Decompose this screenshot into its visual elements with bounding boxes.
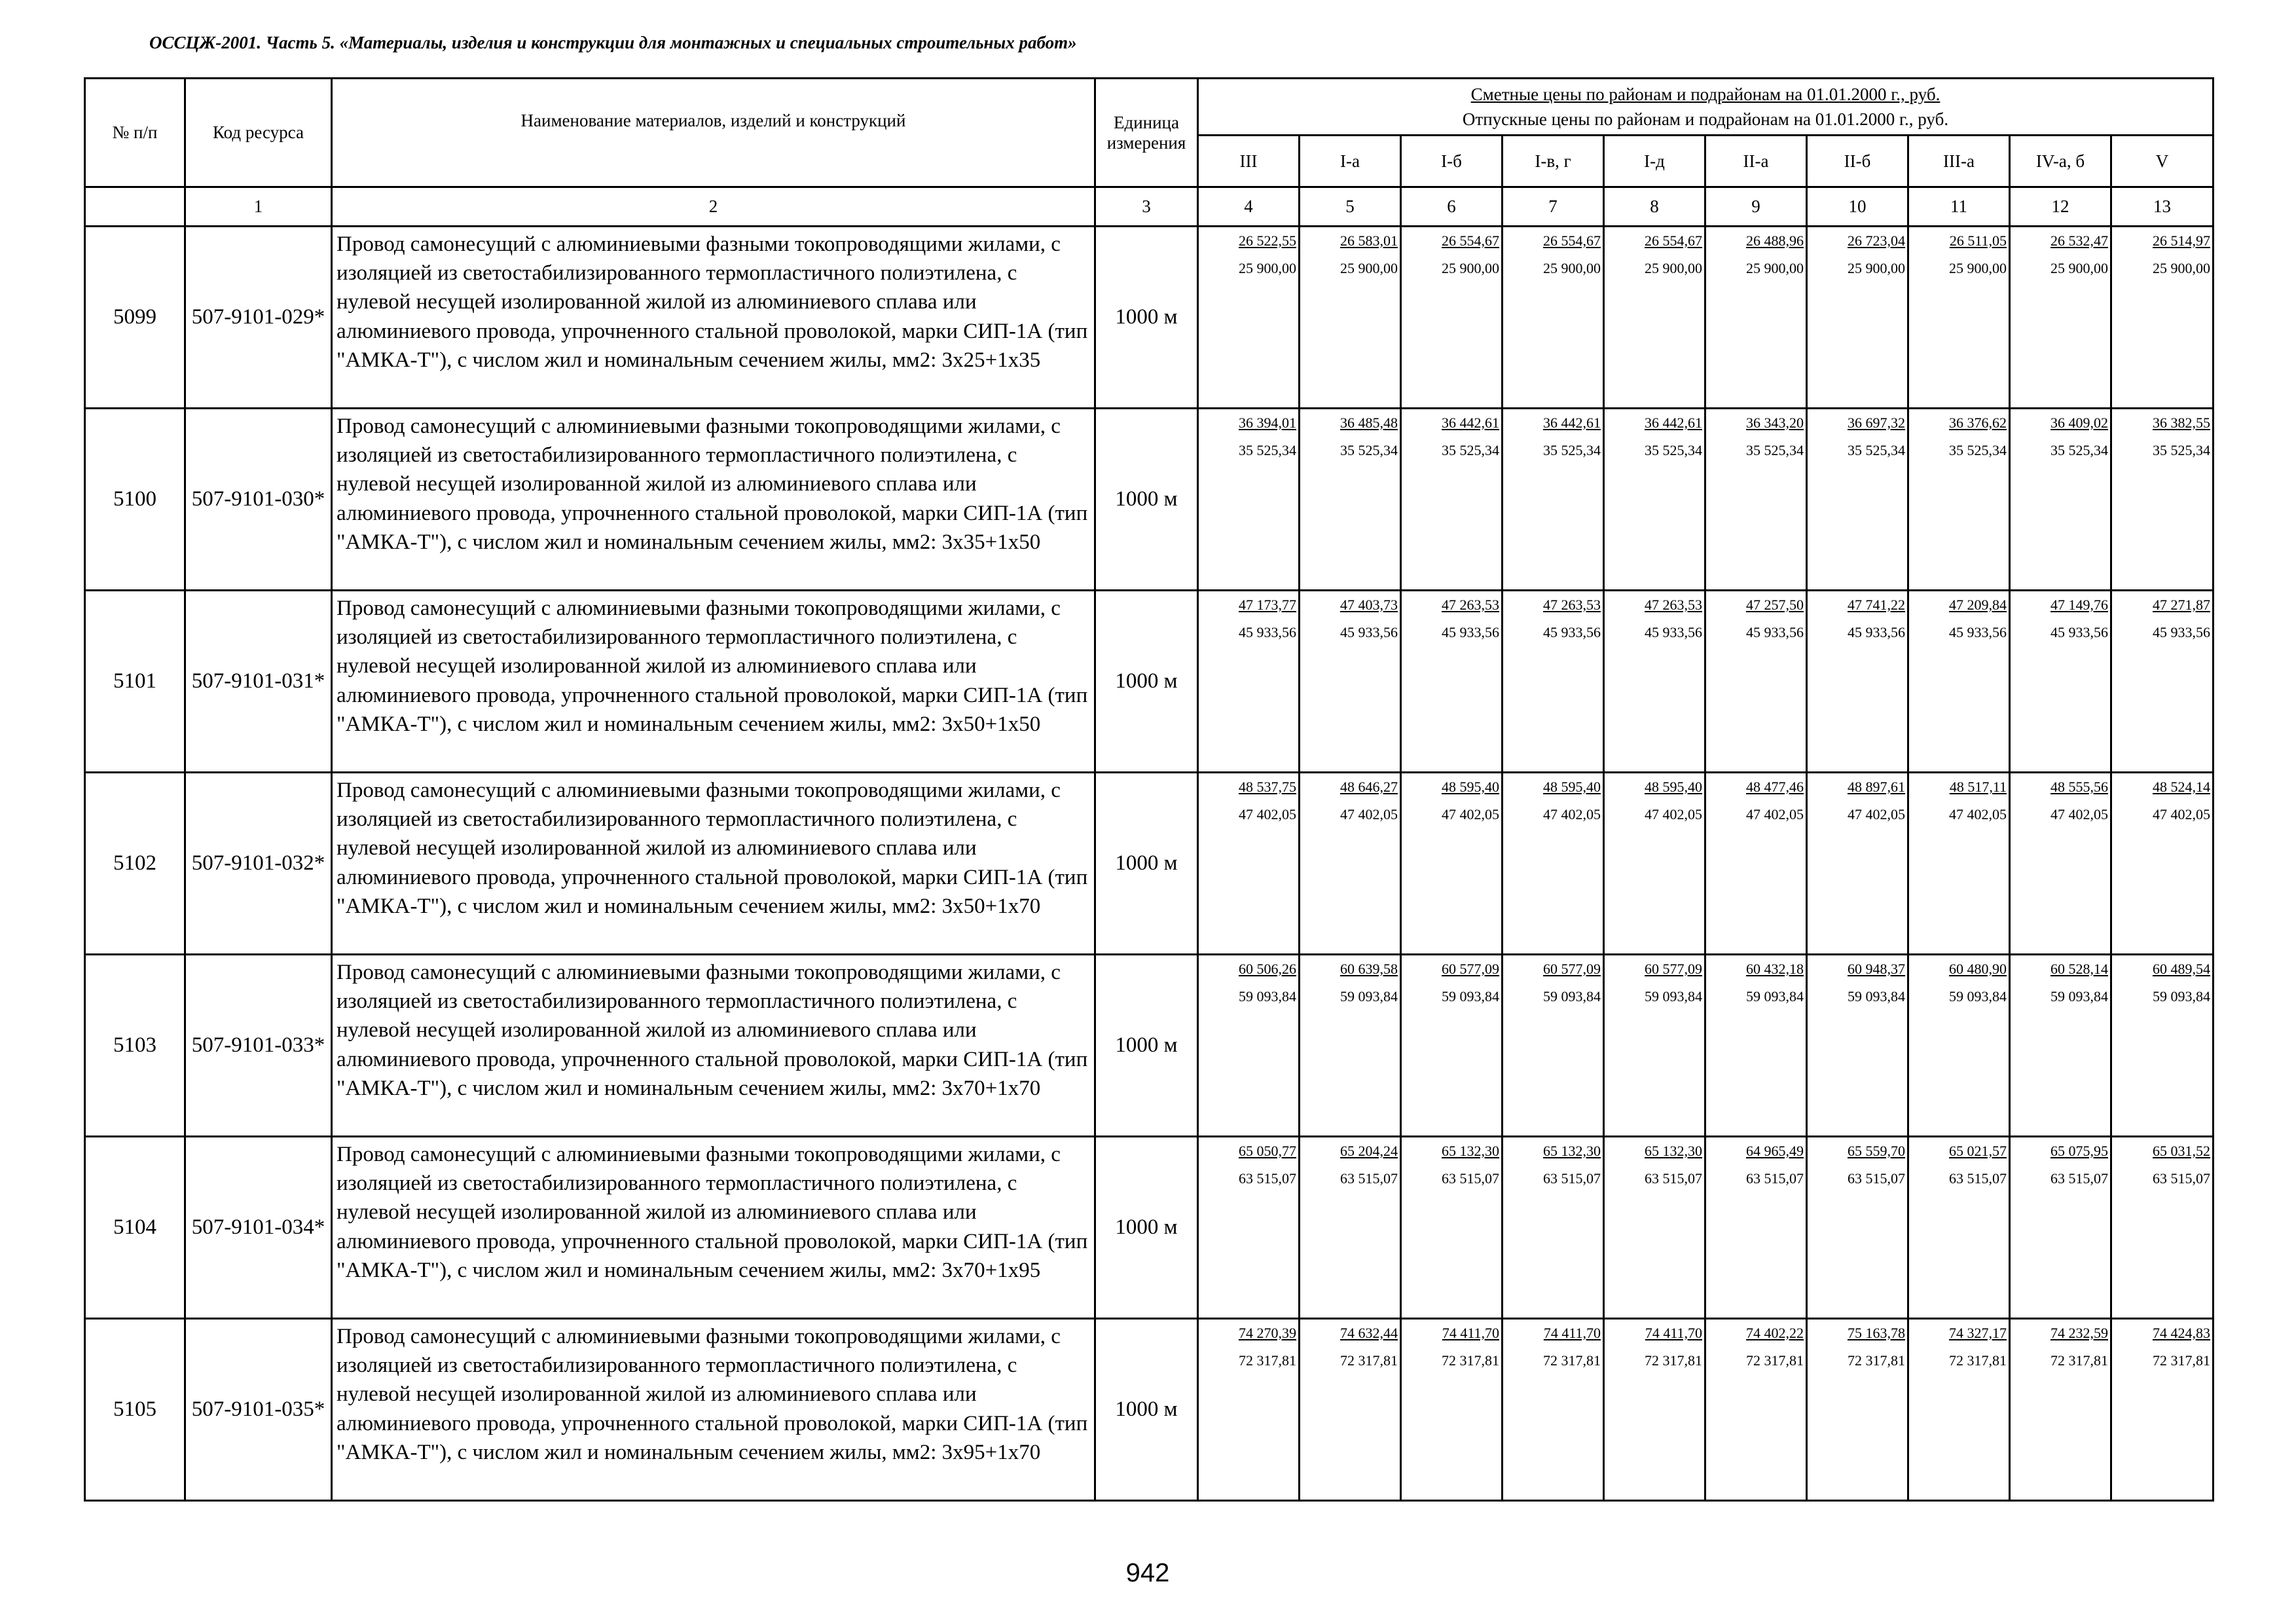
row-number: 5105 — [85, 1319, 185, 1501]
price-cell — [1198, 1137, 1300, 1319]
header-release-prices: Отпускные цены по районам и подрайонам на 01.01.2000 г., руб. — [1462, 109, 1949, 129]
release-price: 47 402,05 — [2050, 806, 2108, 822]
estimate-price: 75 163,78 — [1848, 1325, 1905, 1341]
estimate-price: 48 595,40 — [1645, 779, 1702, 795]
resource-code: 507-9101-034* — [185, 1137, 332, 1319]
release-price: 25 900,00 — [2153, 260, 2210, 276]
price-cell — [1908, 773, 2010, 955]
estimate-price: 60 506,26 — [1239, 961, 1296, 977]
release-price: 47 402,05 — [1340, 806, 1398, 822]
column-number: 10 — [1807, 187, 1908, 227]
price-cell — [1401, 955, 1503, 1137]
resource-code: 507-9101-029* — [185, 227, 332, 409]
running-head: ОССЦЖ-2001. Часть 5. «Материалы, изделия и конструкции для монтажных и специальных строительных работ» — [149, 33, 1077, 52]
price-cell — [1604, 591, 1705, 773]
estimate-price: 47 173,77 — [1239, 597, 1296, 613]
release-price: 35 525,34 — [1746, 442, 1804, 458]
region-header: I-б — [1401, 136, 1503, 187]
release-price: 63 515,07 — [1949, 1170, 2007, 1187]
unit-of-measure: 1000 м — [1095, 1319, 1198, 1501]
estimate-price: 74 270,39 — [1239, 1325, 1296, 1341]
estimate-price: 26 514,97 — [2153, 232, 2210, 249]
column-number-blank — [85, 187, 185, 227]
price-cell — [1705, 955, 1807, 1137]
estimate-price: 47 271,87 — [2153, 597, 2210, 613]
page-number: 942 — [1125, 1559, 1170, 1587]
estimate-price: 60 948,37 — [1848, 961, 1905, 977]
release-price: 72 317,81 — [1746, 1352, 1804, 1369]
release-price: 25 900,00 — [1442, 260, 1499, 276]
region-header: IV-а, б — [2010, 136, 2111, 187]
price-cell — [1300, 227, 1401, 409]
column-number: 4 — [1198, 187, 1300, 227]
price-cell — [1807, 773, 1908, 955]
estimate-price: 65 075,95 — [2050, 1143, 2108, 1159]
price-cell — [1401, 409, 1503, 591]
price-cell — [1198, 409, 1300, 591]
estimate-price: 60 489,54 — [2153, 961, 2210, 977]
estimate-price: 48 517,11 — [1949, 779, 2007, 795]
estimate-price: 65 031,52 — [2153, 1143, 2210, 1159]
estimate-price: 26 554,67 — [1442, 232, 1499, 249]
column-number: 13 — [2111, 187, 2214, 227]
price-cell — [1198, 955, 1300, 1137]
price-cell — [2111, 773, 2214, 955]
price-cell — [1908, 1319, 2010, 1501]
estimate-price: 26 511,05 — [1949, 232, 2007, 249]
release-price: 35 525,34 — [1442, 442, 1499, 458]
price-cell — [1401, 1319, 1503, 1501]
estimate-price: 65 132,30 — [1645, 1143, 1702, 1159]
release-price: 25 900,00 — [2050, 260, 2108, 276]
estimate-price: 48 477,46 — [1746, 779, 1804, 795]
estimate-price: 26 522,55 — [1239, 232, 1296, 249]
material-name: Провод самонесущий с алюминиевыми фазными токопроводящими жилами, с изоляцией из светостабилизированного термопластичного полиэтилена, с нулевой несущей изолированной жилой из алюминиевого сплава или алюминиевого провода, упрочненного стальной проволокой, марки СИП-1А (тип "АМКА-Т"), с числом жил и номинальным сечением жилы, мм2: 3х50+1х50 — [332, 591, 1095, 773]
header-code: Код ресурса — [185, 79, 332, 187]
price-cell — [1807, 1137, 1908, 1319]
estimate-price: 60 480,90 — [1949, 961, 2007, 977]
release-price: 59 093,84 — [1746, 988, 1804, 1005]
release-price: 72 317,81 — [1442, 1352, 1499, 1369]
price-cell — [1908, 955, 2010, 1137]
estimate-price: 74 327,17 — [1949, 1325, 2007, 1341]
row-number: 5104 — [85, 1137, 185, 1319]
estimate-price: 36 485,48 — [1340, 415, 1398, 431]
release-price: 63 515,07 — [1746, 1170, 1804, 1187]
estimate-price: 47 149,76 — [2050, 597, 2108, 613]
price-cell — [2010, 955, 2111, 1137]
price-cell — [1300, 1137, 1401, 1319]
row-number: 5100 — [85, 409, 185, 591]
unit-of-measure: 1000 м — [1095, 591, 1198, 773]
release-price: 35 525,34 — [1340, 442, 1398, 458]
release-price: 63 515,07 — [2050, 1170, 2108, 1187]
table-row — [85, 591, 2214, 773]
release-price: 25 900,00 — [1746, 260, 1804, 276]
release-price: 59 093,84 — [1645, 988, 1702, 1005]
material-name: Провод самонесущий с алюминиевыми фазными токопроводящими жилами, с изоляцией из светостабилизированного термопластичного полиэтилена, с нулевой несущей изолированной жилой из алюминиевого сплава или алюминиевого провода, упрочненного стальной проволокой, марки СИП-1А (тип "АМКА-Т"), с числом жил и номинальным сечением жилы, мм2: 3х25+1х35 — [332, 227, 1095, 409]
price-cell — [1198, 591, 1300, 773]
price-cell — [2010, 1137, 2111, 1319]
unit-of-measure: 1000 м — [1095, 409, 1198, 591]
estimate-price: 74 411,70 — [1442, 1325, 1499, 1341]
unit-of-measure: 1000 м — [1095, 227, 1198, 409]
estimate-price: 36 442,61 — [1645, 415, 1702, 431]
header-num: № п/п — [85, 79, 185, 187]
price-cell — [1300, 409, 1401, 591]
estimate-price: 65 050,77 — [1239, 1143, 1296, 1159]
column-number: 8 — [1604, 187, 1705, 227]
price-cell — [1300, 591, 1401, 773]
estimate-price: 60 639,58 — [1340, 961, 1398, 977]
price-cell — [2010, 773, 2111, 955]
estimate-price: 26 532,47 — [2050, 232, 2108, 249]
estimate-price: 47 263,53 — [1645, 597, 1702, 613]
price-cell — [1604, 1319, 1705, 1501]
price-cell — [1198, 773, 1300, 955]
estimate-price: 74 411,70 — [1645, 1325, 1702, 1341]
estimate-price: 47 257,50 — [1746, 597, 1804, 613]
estimate-price: 47 741,22 — [1848, 597, 1905, 613]
estimate-price: 36 409,02 — [2050, 415, 2108, 431]
unit-of-measure: 1000 м — [1095, 773, 1198, 955]
price-cell — [1401, 773, 1503, 955]
release-price: 35 525,34 — [1645, 442, 1702, 458]
region-header: III — [1198, 136, 1300, 187]
region-header: I-в, г — [1503, 136, 1604, 187]
release-price: 59 093,84 — [1239, 988, 1296, 1005]
table-row — [85, 409, 2214, 591]
release-price: 47 402,05 — [1746, 806, 1804, 822]
release-price: 59 093,84 — [2153, 988, 2210, 1005]
estimate-price: 74 232,59 — [2050, 1325, 2108, 1341]
column-number: 11 — [1908, 187, 2010, 227]
release-price: 59 093,84 — [1543, 988, 1601, 1005]
price-cell — [2111, 955, 2214, 1137]
price-cell — [1300, 1319, 1401, 1501]
price-cell — [1198, 1319, 1300, 1501]
column-number: 9 — [1705, 187, 1807, 227]
estimate-price: 47 263,53 — [1543, 597, 1601, 613]
price-cell — [1503, 773, 1604, 955]
estimate-price: 36 343,20 — [1746, 415, 1804, 431]
material-name: Провод самонесущий с алюминиевыми фазными токопроводящими жилами, с изоляцией из светостабилизированного термопластичного полиэтилена, с нулевой несущей изолированной жилой из алюминиевого сплава или алюминиевого провода, упрочненного стальной проволокой, марки СИП-1А (тип "АМКА-Т"), с числом жил и номинальным сечением жилы, мм2: 3х50+1х70 — [332, 773, 1095, 955]
row-number: 5103 — [85, 955, 185, 1137]
price-cell — [2111, 591, 2214, 773]
material-name: Провод самонесущий с алюминиевыми фазными токопроводящими жилами, с изоляцией из светостабилизированного термопластичного полиэтилена, с нулевой несущей изолированной жилой из алюминиевого сплава или алюминиевого провода, упрочненного стальной проволокой, марки СИП-1А (тип "АМКА-Т"), с числом жил и номинальным сечением жилы, мм2: 3х70+1х95 — [332, 1137, 1095, 1319]
header-unit: Единица измерения — [1095, 79, 1198, 187]
release-price: 25 900,00 — [1340, 260, 1398, 276]
release-price: 47 402,05 — [2153, 806, 2210, 822]
column-number: 3 — [1095, 187, 1198, 227]
price-table — [84, 77, 2214, 1502]
estimate-price: 65 132,30 — [1543, 1143, 1601, 1159]
table-row — [85, 773, 2214, 955]
price-cell — [1908, 227, 2010, 409]
price-cell — [1604, 773, 1705, 955]
estimate-price: 60 528,14 — [2050, 961, 2108, 977]
price-cell — [1503, 227, 1604, 409]
release-price: 72 317,81 — [1239, 1352, 1296, 1369]
column-number: 2 — [332, 187, 1095, 227]
price-cell — [1401, 1137, 1503, 1319]
release-price: 47 402,05 — [1848, 806, 1905, 822]
release-price: 72 317,81 — [1848, 1352, 1905, 1369]
estimate-price: 60 577,09 — [1442, 961, 1499, 977]
column-number: 6 — [1401, 187, 1503, 227]
price-cell — [2111, 1137, 2214, 1319]
price-cell — [1908, 1137, 2010, 1319]
price-cell — [1604, 227, 1705, 409]
estimate-price: 36 442,61 — [1543, 415, 1601, 431]
price-cell — [1300, 773, 1401, 955]
price-cell — [1604, 1137, 1705, 1319]
estimate-price: 74 411,70 — [1543, 1325, 1601, 1341]
estimate-price: 48 537,75 — [1239, 779, 1296, 795]
release-price: 59 093,84 — [1340, 988, 1398, 1005]
release-price: 63 515,07 — [2153, 1170, 2210, 1187]
price-cell — [1705, 773, 1807, 955]
row-number: 5099 — [85, 227, 185, 409]
price-cell — [1503, 1319, 1604, 1501]
release-price: 63 515,07 — [1340, 1170, 1398, 1187]
release-price: 25 900,00 — [1645, 260, 1702, 276]
estimate-price: 36 382,55 — [2153, 415, 2210, 431]
release-price: 45 933,56 — [1848, 624, 1905, 640]
price-cell — [2010, 1319, 2111, 1501]
price-cell — [1503, 955, 1604, 1137]
region-header: III-а — [1908, 136, 2010, 187]
estimate-price: 65 559,70 — [1848, 1143, 1905, 1159]
table-row — [85, 1137, 2214, 1319]
price-cell — [1807, 409, 1908, 591]
material-name: Провод самонесущий с алюминиевыми фазными токопроводящими жилами, с изоляцией из светостабилизированного термопластичного полиэтилена, с нулевой несущей изолированной жилой из алюминиевого сплава или алюминиевого провода, упрочненного стальной проволокой, марки СИП-1А (тип "АМКА-Т"), с числом жил и номинальным сечением жилы, мм2: 3х95+1х70 — [332, 1319, 1095, 1501]
table-row — [85, 1319, 2214, 1501]
unit-of-measure: 1000 м — [1095, 955, 1198, 1137]
resource-code: 507-9101-031* — [185, 591, 332, 773]
release-price: 45 933,56 — [1543, 624, 1601, 640]
estimate-price: 26 488,96 — [1746, 232, 1804, 249]
price-cell — [1908, 409, 2010, 591]
release-price: 72 317,81 — [1543, 1352, 1601, 1369]
material-name: Провод самонесущий с алюминиевыми фазными токопроводящими жилами, с изоляцией из светостабилизированного термопластичного полиэтилена, с нулевой несущей изолированной жилой из алюминиевого сплава или алюминиевого провода, упрочненного стальной проволокой, марки СИП-1А (тип "АМКА-Т"), с числом жил и номинальным сечением жилы, мм2: 3х70+1х70 — [332, 955, 1095, 1137]
price-cell — [1503, 409, 1604, 591]
price-cell — [1705, 227, 1807, 409]
release-price: 72 317,81 — [1340, 1352, 1398, 1369]
material-name: Провод самонесущий с алюминиевыми фазными токопроводящими жилами, с изоляцией из светостабилизированного термопластичного полиэтилена, с нулевой несущей изолированной жилой из алюминиевого сплава или алюминиевого провода, упрочненного стальной проволокой, марки СИП-1А (тип "АМКА-Т"), с числом жил и номинальным сечением жилы, мм2: 3х35+1х50 — [332, 409, 1095, 591]
release-price: 25 900,00 — [1949, 260, 2007, 276]
column-number: 1 — [185, 187, 332, 227]
row-number: 5101 — [85, 591, 185, 773]
estimate-price: 47 209,84 — [1949, 597, 2007, 613]
release-price: 59 093,84 — [1949, 988, 2007, 1005]
price-cell — [2111, 409, 2214, 591]
release-price: 59 093,84 — [1442, 988, 1499, 1005]
price-cell — [2111, 227, 2214, 409]
release-price: 72 317,81 — [2050, 1352, 2108, 1369]
release-price: 59 093,84 — [2050, 988, 2108, 1005]
release-price: 45 933,56 — [1340, 624, 1398, 640]
estimate-price: 60 432,18 — [1746, 961, 1804, 977]
price-cell — [1807, 955, 1908, 1137]
region-header: I-д — [1604, 136, 1705, 187]
price-cell — [1198, 227, 1300, 409]
table-row — [85, 955, 2214, 1137]
price-cell — [1807, 227, 1908, 409]
resource-code: 507-9101-030* — [185, 409, 332, 591]
estimate-price: 26 554,67 — [1543, 232, 1601, 249]
release-price: 47 402,05 — [1543, 806, 1601, 822]
release-price: 63 515,07 — [1848, 1170, 1905, 1187]
release-price: 35 525,34 — [2153, 442, 2210, 458]
price-cell — [2010, 591, 2111, 773]
estimate-price: 47 263,53 — [1442, 597, 1499, 613]
release-price: 35 525,34 — [1543, 442, 1601, 458]
release-price: 45 933,56 — [2153, 624, 2210, 640]
estimate-price: 48 595,40 — [1442, 779, 1499, 795]
resource-code: 507-9101-033* — [185, 955, 332, 1137]
release-price: 63 515,07 — [1645, 1170, 1702, 1187]
unit-of-measure: 1000 м — [1095, 1137, 1198, 1319]
region-header: V — [2111, 136, 2214, 187]
release-price: 47 402,05 — [1645, 806, 1702, 822]
estimate-price: 26 583,01 — [1340, 232, 1398, 249]
release-price: 35 525,34 — [1949, 442, 2007, 458]
estimate-price: 65 204,24 — [1340, 1143, 1398, 1159]
resource-code: 507-9101-035* — [185, 1319, 332, 1501]
release-price: 47 402,05 — [1949, 806, 2007, 822]
release-price: 45 933,56 — [1239, 624, 1296, 640]
release-price: 47 402,05 — [1442, 806, 1499, 822]
estimate-price: 65 021,57 — [1949, 1143, 2007, 1159]
release-price: 45 933,56 — [1442, 624, 1499, 640]
release-price: 25 900,00 — [1848, 260, 1905, 276]
estimate-price: 48 595,40 — [1543, 779, 1601, 795]
release-price: 45 933,56 — [2050, 624, 2108, 640]
price-cell — [1503, 1137, 1604, 1319]
release-price: 63 515,07 — [1239, 1170, 1296, 1187]
estimate-price: 74 632,44 — [1340, 1325, 1398, 1341]
price-cell — [1604, 955, 1705, 1137]
estimate-price: 47 403,73 — [1340, 597, 1398, 613]
release-price: 35 525,34 — [2050, 442, 2108, 458]
release-price: 45 933,56 — [1949, 624, 2007, 640]
column-number: 5 — [1300, 187, 1401, 227]
price-cell — [1401, 591, 1503, 773]
header-estimate-prices: Сметные цены по районам и подрайонам на 01.01.2000 г., руб. — [1470, 84, 1941, 104]
price-cell — [1807, 591, 1908, 773]
resource-code: 507-9101-032* — [185, 773, 332, 955]
price-cell — [2111, 1319, 2214, 1501]
release-price: 35 525,34 — [1848, 442, 1905, 458]
price-cell — [1604, 409, 1705, 591]
release-price: 45 933,56 — [1746, 624, 1804, 640]
region-header: II-а — [1705, 136, 1807, 187]
release-price: 25 900,00 — [1543, 260, 1601, 276]
release-price: 72 317,81 — [2153, 1352, 2210, 1369]
price-cell — [1807, 1319, 1908, 1501]
price-cell — [1705, 591, 1807, 773]
table-row — [85, 227, 2214, 409]
table-body — [85, 227, 2214, 1501]
price-cell — [2010, 227, 2111, 409]
estimate-price: 60 577,09 — [1543, 961, 1601, 977]
estimate-price: 64 965,49 — [1746, 1143, 1804, 1159]
estimate-price: 48 555,56 — [2050, 779, 2108, 795]
release-price: 63 515,07 — [1442, 1170, 1499, 1187]
release-price: 25 900,00 — [1239, 260, 1296, 276]
release-price: 59 093,84 — [1848, 988, 1905, 1005]
header-prices — [1198, 79, 2214, 136]
release-price: 35 525,34 — [1239, 442, 1296, 458]
estimate-price: 74 424,83 — [2153, 1325, 2210, 1341]
release-price: 72 317,81 — [1949, 1352, 2007, 1369]
region-header: I-а — [1300, 136, 1401, 187]
row-number: 5102 — [85, 773, 185, 955]
header-name: Наименование материалов, изделий и конструкций — [332, 79, 1095, 187]
estimate-price: 48 897,61 — [1848, 779, 1905, 795]
price-cell — [1705, 1319, 1807, 1501]
price-cell — [1503, 591, 1604, 773]
estimate-price: 26 723,04 — [1848, 232, 1905, 249]
release-price: 47 402,05 — [1239, 806, 1296, 822]
price-cell — [1705, 409, 1807, 591]
region-header: II-б — [1807, 136, 1908, 187]
estimate-price: 48 646,27 — [1340, 779, 1398, 795]
estimate-price: 36 442,61 — [1442, 415, 1499, 431]
release-price: 45 933,56 — [1645, 624, 1702, 640]
column-number: 7 — [1503, 187, 1604, 227]
estimate-price: 48 524,14 — [2153, 779, 2210, 795]
price-cell — [1908, 591, 2010, 773]
estimate-price: 26 554,67 — [1645, 232, 1702, 249]
estimate-price: 60 577,09 — [1645, 961, 1702, 977]
price-cell — [1401, 227, 1503, 409]
estimate-price: 65 132,30 — [1442, 1143, 1499, 1159]
price-cell — [1300, 955, 1401, 1137]
estimate-price: 36 394,01 — [1239, 415, 1296, 431]
column-number-row — [85, 187, 2214, 227]
estimate-price: 74 402,22 — [1746, 1325, 1804, 1341]
estimate-price: 36 376,62 — [1949, 415, 2007, 431]
release-price: 72 317,81 — [1645, 1352, 1702, 1369]
price-cell — [2010, 409, 2111, 591]
estimate-price: 36 697,32 — [1848, 415, 1905, 431]
price-cell — [1705, 1137, 1807, 1319]
release-price: 63 515,07 — [1543, 1170, 1601, 1187]
column-number: 12 — [2010, 187, 2111, 227]
